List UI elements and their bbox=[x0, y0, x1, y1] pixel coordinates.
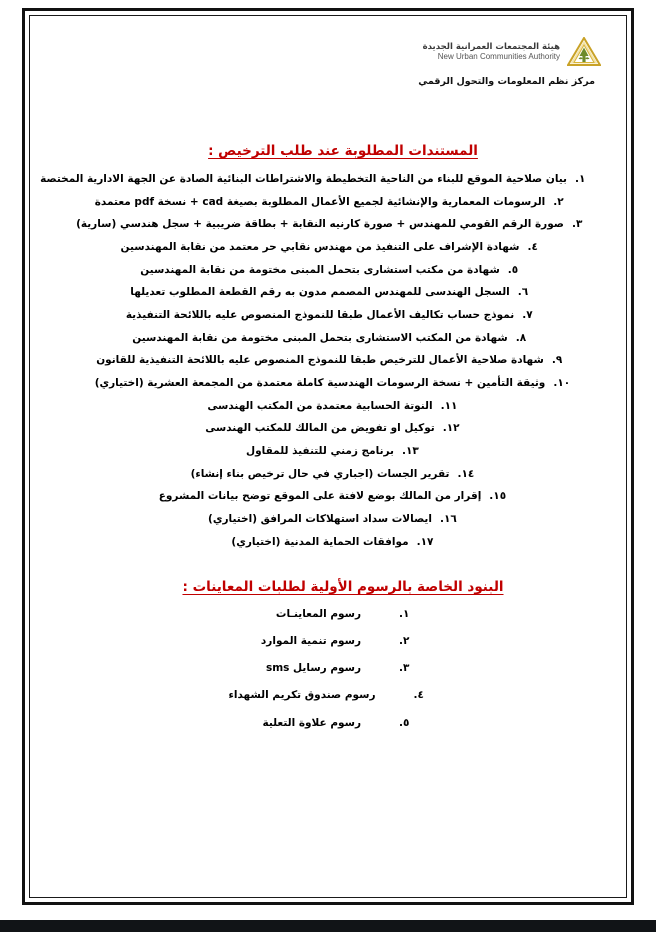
list-item-number: ٣. bbox=[399, 662, 410, 675]
org-name-english: New Urban Communities Authority bbox=[437, 52, 560, 62]
list-item-text: رسوم المعاينـات bbox=[275, 607, 361, 620]
list-item-number: ٧. bbox=[522, 309, 533, 322]
list-item-number: ١٠. bbox=[553, 377, 571, 390]
list-item-text: إقرار من المالك بوضع لافتة على الموقع توضح بيانات المشروع bbox=[158, 490, 482, 503]
list-item-number: ٨. bbox=[515, 331, 527, 344]
org-name-arabic: هيئة المجتمعات العمرانية الجديدة bbox=[422, 41, 560, 52]
list-item-text: شهادة الإشراف على التنفيذ من مهندس نقابي حر معتمد من نقابة المهندسين bbox=[120, 241, 520, 254]
list-item-number: ١٣. bbox=[401, 445, 419, 458]
inspection-fees-list bbox=[55, 607, 601, 730]
list-item bbox=[73, 421, 595, 435]
list-item-text: برنامج زمني للتنفيذ للمقاول bbox=[246, 445, 394, 458]
list-item-number: ٦. bbox=[517, 286, 529, 299]
list-item-number: ٤. bbox=[527, 241, 538, 254]
list-item-number: ٩. bbox=[551, 354, 563, 367]
list-item bbox=[73, 467, 595, 481]
document-page bbox=[22, 8, 634, 905]
list-item-text: السجل الهندسى للمهندس المصمم مدون به رقم القطعة المطلوب تعديلها bbox=[130, 286, 510, 299]
list-item bbox=[55, 607, 601, 621]
list-item-number: ١. bbox=[399, 607, 410, 620]
list-item-text: بيان صلاحية الموقع للبناء من الناحية التخطيطة والاشتراطات البنائية الصادة عن الجهة الادارية المختصة bbox=[40, 173, 567, 185]
list-item-text: تقرير الجسات (اجباري في حال ترخيص بناء إنشاء) bbox=[190, 467, 450, 480]
section-heading-fees: البنود الخاصة بالرسوم الأولية لطلبات المعاينات : bbox=[182, 578, 504, 595]
list-item-text: شهادة من مكتب استشارى بتحمل المبنى مختومة من نقابة المهندسين bbox=[140, 263, 500, 276]
list-item-number: ٤. bbox=[413, 689, 424, 702]
list-item-text: شهادة من المكتب الاستشارى بتحمل المبنى مختومة من نقابة المهندسين bbox=[132, 331, 508, 344]
list-item-number: ١٧. bbox=[416, 535, 434, 548]
org-names bbox=[423, 42, 560, 63]
list-item bbox=[55, 688, 601, 702]
list-item-number: ٥. bbox=[399, 716, 410, 729]
list-item-number: ١. bbox=[575, 173, 586, 185]
list-item bbox=[73, 399, 595, 413]
required-documents-list bbox=[40, 172, 601, 549]
list-item bbox=[73, 376, 595, 390]
department-name: مركز نظم المعلومات والتحول الرقمي bbox=[418, 76, 595, 87]
letterhead-top-row bbox=[423, 37, 601, 67]
list-item-number: ١١. bbox=[440, 399, 458, 412]
list-item bbox=[55, 661, 601, 675]
list-item-number: ١٥. bbox=[489, 490, 507, 503]
list-item-text: الرسومات المعمارية والإنشائية لجميع الأعمال المطلوبة بصيغة cad + نسخة pdf معتمدة bbox=[94, 195, 546, 208]
list-item-number: ٢. bbox=[553, 195, 564, 208]
section-heading-documents: المستندات المطلوبة عند طلب الترخيص : bbox=[208, 143, 478, 159]
list-item-text: رسوم صندوق تكريم الشهداء bbox=[228, 689, 376, 702]
list-item bbox=[73, 195, 595, 209]
list-item bbox=[73, 240, 595, 254]
letterhead bbox=[55, 33, 601, 87]
list-item bbox=[73, 512, 595, 526]
list-item bbox=[73, 535, 595, 549]
list-item-number: ١٢. bbox=[442, 422, 460, 435]
list-item bbox=[73, 263, 595, 277]
list-item bbox=[40, 172, 595, 186]
list-item-number: ٣. bbox=[571, 218, 583, 231]
list-item-text: موافقات الحماية المدنية (اختياري) bbox=[231, 535, 409, 548]
list-item-text: رسوم رسايل sms bbox=[265, 662, 361, 675]
list-item-text: نموذج حساب تكاليف الأعمال طبقا للنموذج المنصوص عليه باللائحة التنفيذية bbox=[125, 309, 515, 322]
list-item bbox=[55, 634, 601, 648]
list-item bbox=[73, 444, 595, 458]
list-item-number: ٢. bbox=[399, 635, 410, 648]
list-item bbox=[73, 217, 595, 231]
pyramid-logo-icon bbox=[567, 37, 601, 67]
list-item bbox=[73, 308, 595, 322]
list-item-text: وثيقة التأمين + نسخة الرسومات الهندسية كاملة معتمدة من المجمعة العشرية (اختياري) bbox=[94, 377, 546, 390]
viewer-bottom-bar bbox=[0, 920, 656, 932]
list-item-text: ايصالات سداد استهلاكات المرافق (اختياري) bbox=[208, 513, 432, 526]
list-item-text: شهادة صلاحية الأعمال للترخيص طبقا للنموذج المنصوص عليه باللائحة التنفيذية للقانون bbox=[96, 354, 544, 367]
list-item-text: توكيل او تفويض من المالك للمكتب الهندسى bbox=[205, 422, 435, 435]
list-item bbox=[73, 285, 595, 299]
list-item-text: النوتة الحسابية معتمدة من المكتب الهندسى bbox=[207, 399, 433, 412]
list-item-text: رسوم تنمية الموارد bbox=[260, 635, 361, 648]
list-item-number: ٥. bbox=[507, 263, 519, 276]
list-item-text: رسوم علاوة التعلية bbox=[262, 716, 361, 729]
list-item bbox=[73, 331, 595, 345]
list-item-text: صورة الرقم القومي للمهندس + صورة كارنيه النقابة + بطاقة ضريبية + سجل هندسي (سارية) bbox=[76, 218, 564, 231]
list-item bbox=[55, 716, 601, 730]
list-item-number: ١٦. bbox=[439, 513, 457, 526]
list-item bbox=[73, 489, 595, 503]
list-item-number: ١٤. bbox=[457, 467, 475, 480]
list-item bbox=[73, 353, 595, 367]
page-content bbox=[35, 21, 621, 892]
